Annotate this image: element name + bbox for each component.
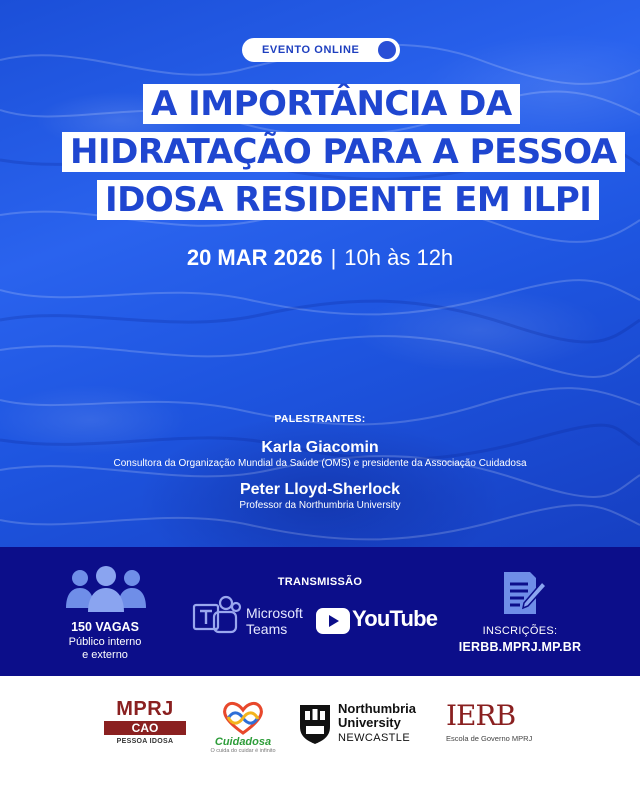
ierbb-logo-name: IERB xyxy=(446,699,516,732)
youtube-play-icon xyxy=(316,608,350,634)
teams-wordmark xyxy=(246,605,303,637)
event-title-line-1: A IMPORTÂNCIA DA xyxy=(143,84,520,124)
vagas-count: 150 VAGAS xyxy=(71,620,139,634)
northumbria-logo-line: University xyxy=(338,715,401,730)
cuidadosa-infinity-heart-icon xyxy=(220,699,266,737)
event-schedule xyxy=(0,243,640,273)
ierbb-logo-subtitle: Escola de Governo MPRJ xyxy=(446,734,533,743)
speakers-heading: PALESTRANTES: xyxy=(274,413,366,425)
event-title-line-3: IDOSA RESIDENTE EM ILPI xyxy=(97,180,599,220)
ierbb-logo xyxy=(446,699,540,743)
mprj-logo-name: MPRJ xyxy=(116,698,174,720)
event-date: 20 MAR 2026 xyxy=(186,245,323,270)
cuidadosa-logo-name: Cuidadosa xyxy=(214,736,272,748)
cuidadosa-logo-tagline: O cuida do cuidar é infinito xyxy=(210,748,276,754)
northumbria-logo-city: NEWCASTLE xyxy=(338,732,411,744)
mprj-cao-logo xyxy=(104,699,186,745)
people-group-icon xyxy=(64,564,148,614)
vagas-audience xyxy=(40,636,170,662)
mprj-logo-subtitle: PESSOA IDOSA xyxy=(116,738,174,745)
vagas-audience-line: Público interno xyxy=(68,636,142,648)
northumbria-logo-name xyxy=(338,702,416,730)
registration-form-icon xyxy=(500,568,548,618)
event-type-badge xyxy=(242,38,400,62)
vagas-audience-line: e externo xyxy=(82,649,128,661)
info-band xyxy=(0,547,640,676)
mprj-logo-unit: CAO xyxy=(104,721,186,735)
transmission-heading: TRANSMISSÃO xyxy=(277,576,363,588)
teams-wordmark-line: Teams xyxy=(246,621,288,637)
microsoft-teams-icon xyxy=(190,593,242,639)
speaker-name: Peter Lloyd-Sherlock xyxy=(239,481,401,498)
event-title-line-2: HIDRATAÇÃO PARA A PESSOA xyxy=(62,132,625,172)
youtube-wordmark: YouTube xyxy=(352,606,438,631)
northumbria-logo-line: Northumbria xyxy=(338,701,416,716)
speaker-name: Karla Giacomin xyxy=(261,439,379,456)
registration-heading: INSCRIÇÕES: xyxy=(482,625,558,637)
speakers-section xyxy=(0,413,640,511)
teams-wordmark-line: Microsoft xyxy=(246,605,303,621)
partner-logos xyxy=(0,676,640,800)
schedule-separator: | xyxy=(330,245,337,270)
event-type-label: EVENTO ONLINE xyxy=(262,44,360,56)
northumbria-crest-icon xyxy=(298,703,332,745)
speaker-role: Consultora da Organização Mundial da Saúde (OMS) e presidente da Associação Cuidadosa xyxy=(113,458,527,469)
badge-dot-icon xyxy=(378,41,396,59)
event-time: 10h às 12h xyxy=(344,245,454,270)
speaker-role: Professor da Northumbria University xyxy=(239,500,401,511)
registration-url[interactable]: IERBB.MPRJ.MP.BR xyxy=(458,640,582,654)
